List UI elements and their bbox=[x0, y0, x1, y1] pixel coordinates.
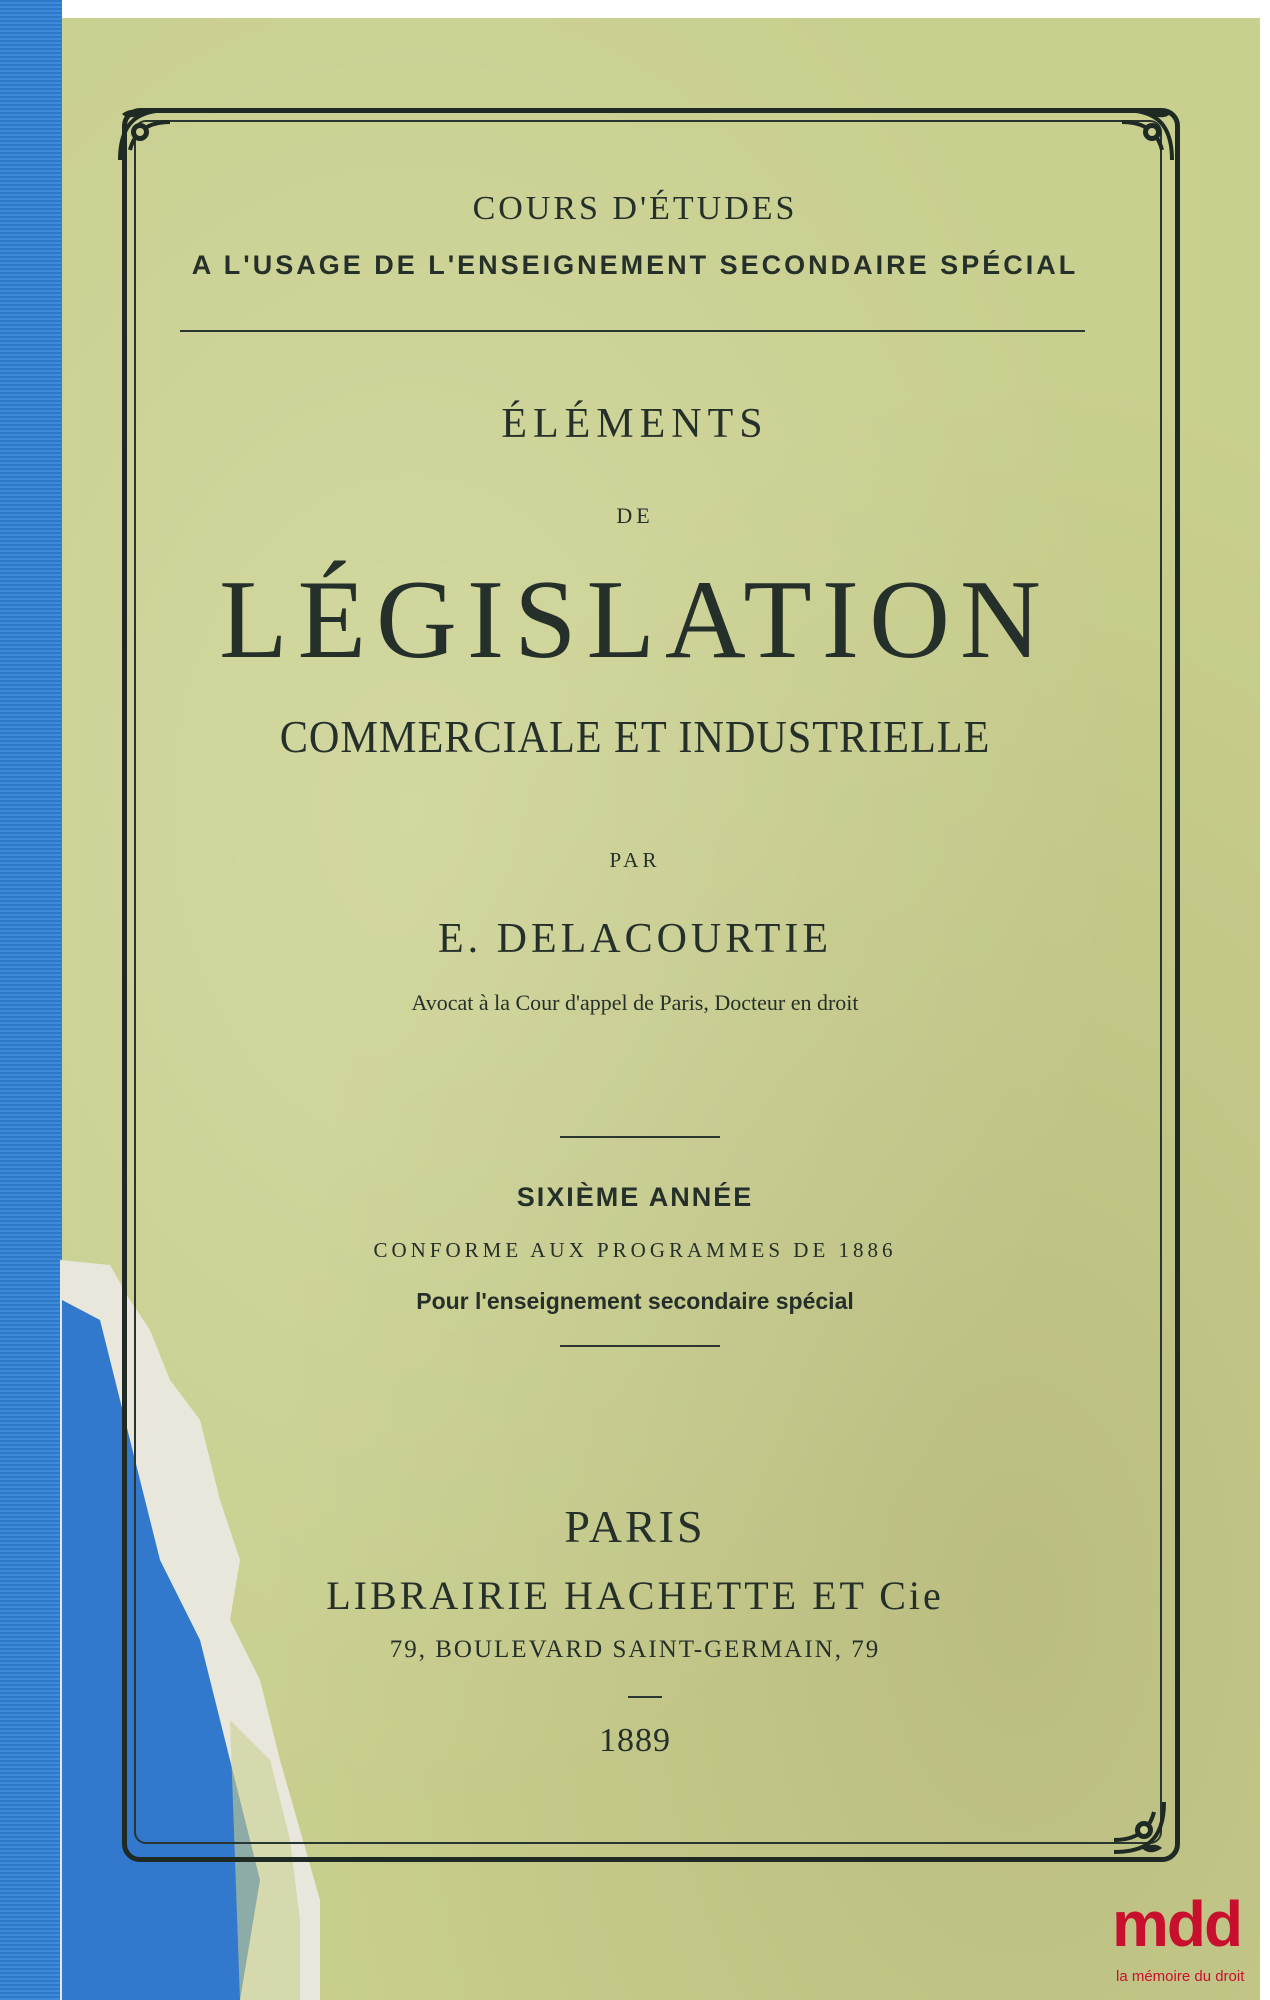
header-divider bbox=[180, 330, 1085, 332]
title-pre: ÉLÉMENTS bbox=[501, 401, 769, 447]
year-dash bbox=[628, 1696, 662, 1698]
par-label: PAR bbox=[609, 848, 661, 872]
series-line-2: A L'USAGE DE L'ENSEIGNEMENT SECONDAIRE SPÉCIAL bbox=[191, 250, 1079, 280]
usage-line: Pour l'enseignement secondaire spécial bbox=[416, 1288, 854, 1314]
edition-divider-bottom bbox=[560, 1345, 720, 1347]
publisher-address: 79, BOULEVARD SAINT-GERMAIN, 79 bbox=[389, 1636, 881, 1663]
series-line-1: COURS D'ÉTUDES bbox=[472, 190, 798, 227]
mdd-logo: mdd bbox=[1112, 1888, 1242, 1960]
author-name: E. DELACOURTIE bbox=[437, 916, 833, 962]
edition-label: SIXIÈME ANNÉE bbox=[516, 1182, 754, 1212]
book-subtitle: COMMERCIALE ET INDUSTRIELLE bbox=[279, 711, 991, 762]
publisher-city: PARIS bbox=[564, 1501, 706, 1552]
programme-line: CONFORME AUX PROGRAMMES DE 1886 bbox=[373, 1238, 897, 1262]
author-credentials: Avocat à la Cour d'appel de Paris, Docteur en droit bbox=[411, 990, 859, 1015]
edition-divider-top bbox=[560, 1136, 720, 1138]
book-title: LÉGISLATION bbox=[219, 558, 1051, 682]
publication-year: 1889 bbox=[599, 1722, 671, 1759]
title-de: DE bbox=[616, 503, 654, 528]
mdd-watermark bbox=[1112, 1888, 1262, 1992]
corner-ornament-bottom-right bbox=[1064, 1752, 1174, 1862]
mdd-tagline: la mémoire du droit bbox=[1116, 1968, 1245, 1985]
publisher-name: LIBRAIRIE HACHETTE ET Cie bbox=[326, 1573, 944, 1618]
